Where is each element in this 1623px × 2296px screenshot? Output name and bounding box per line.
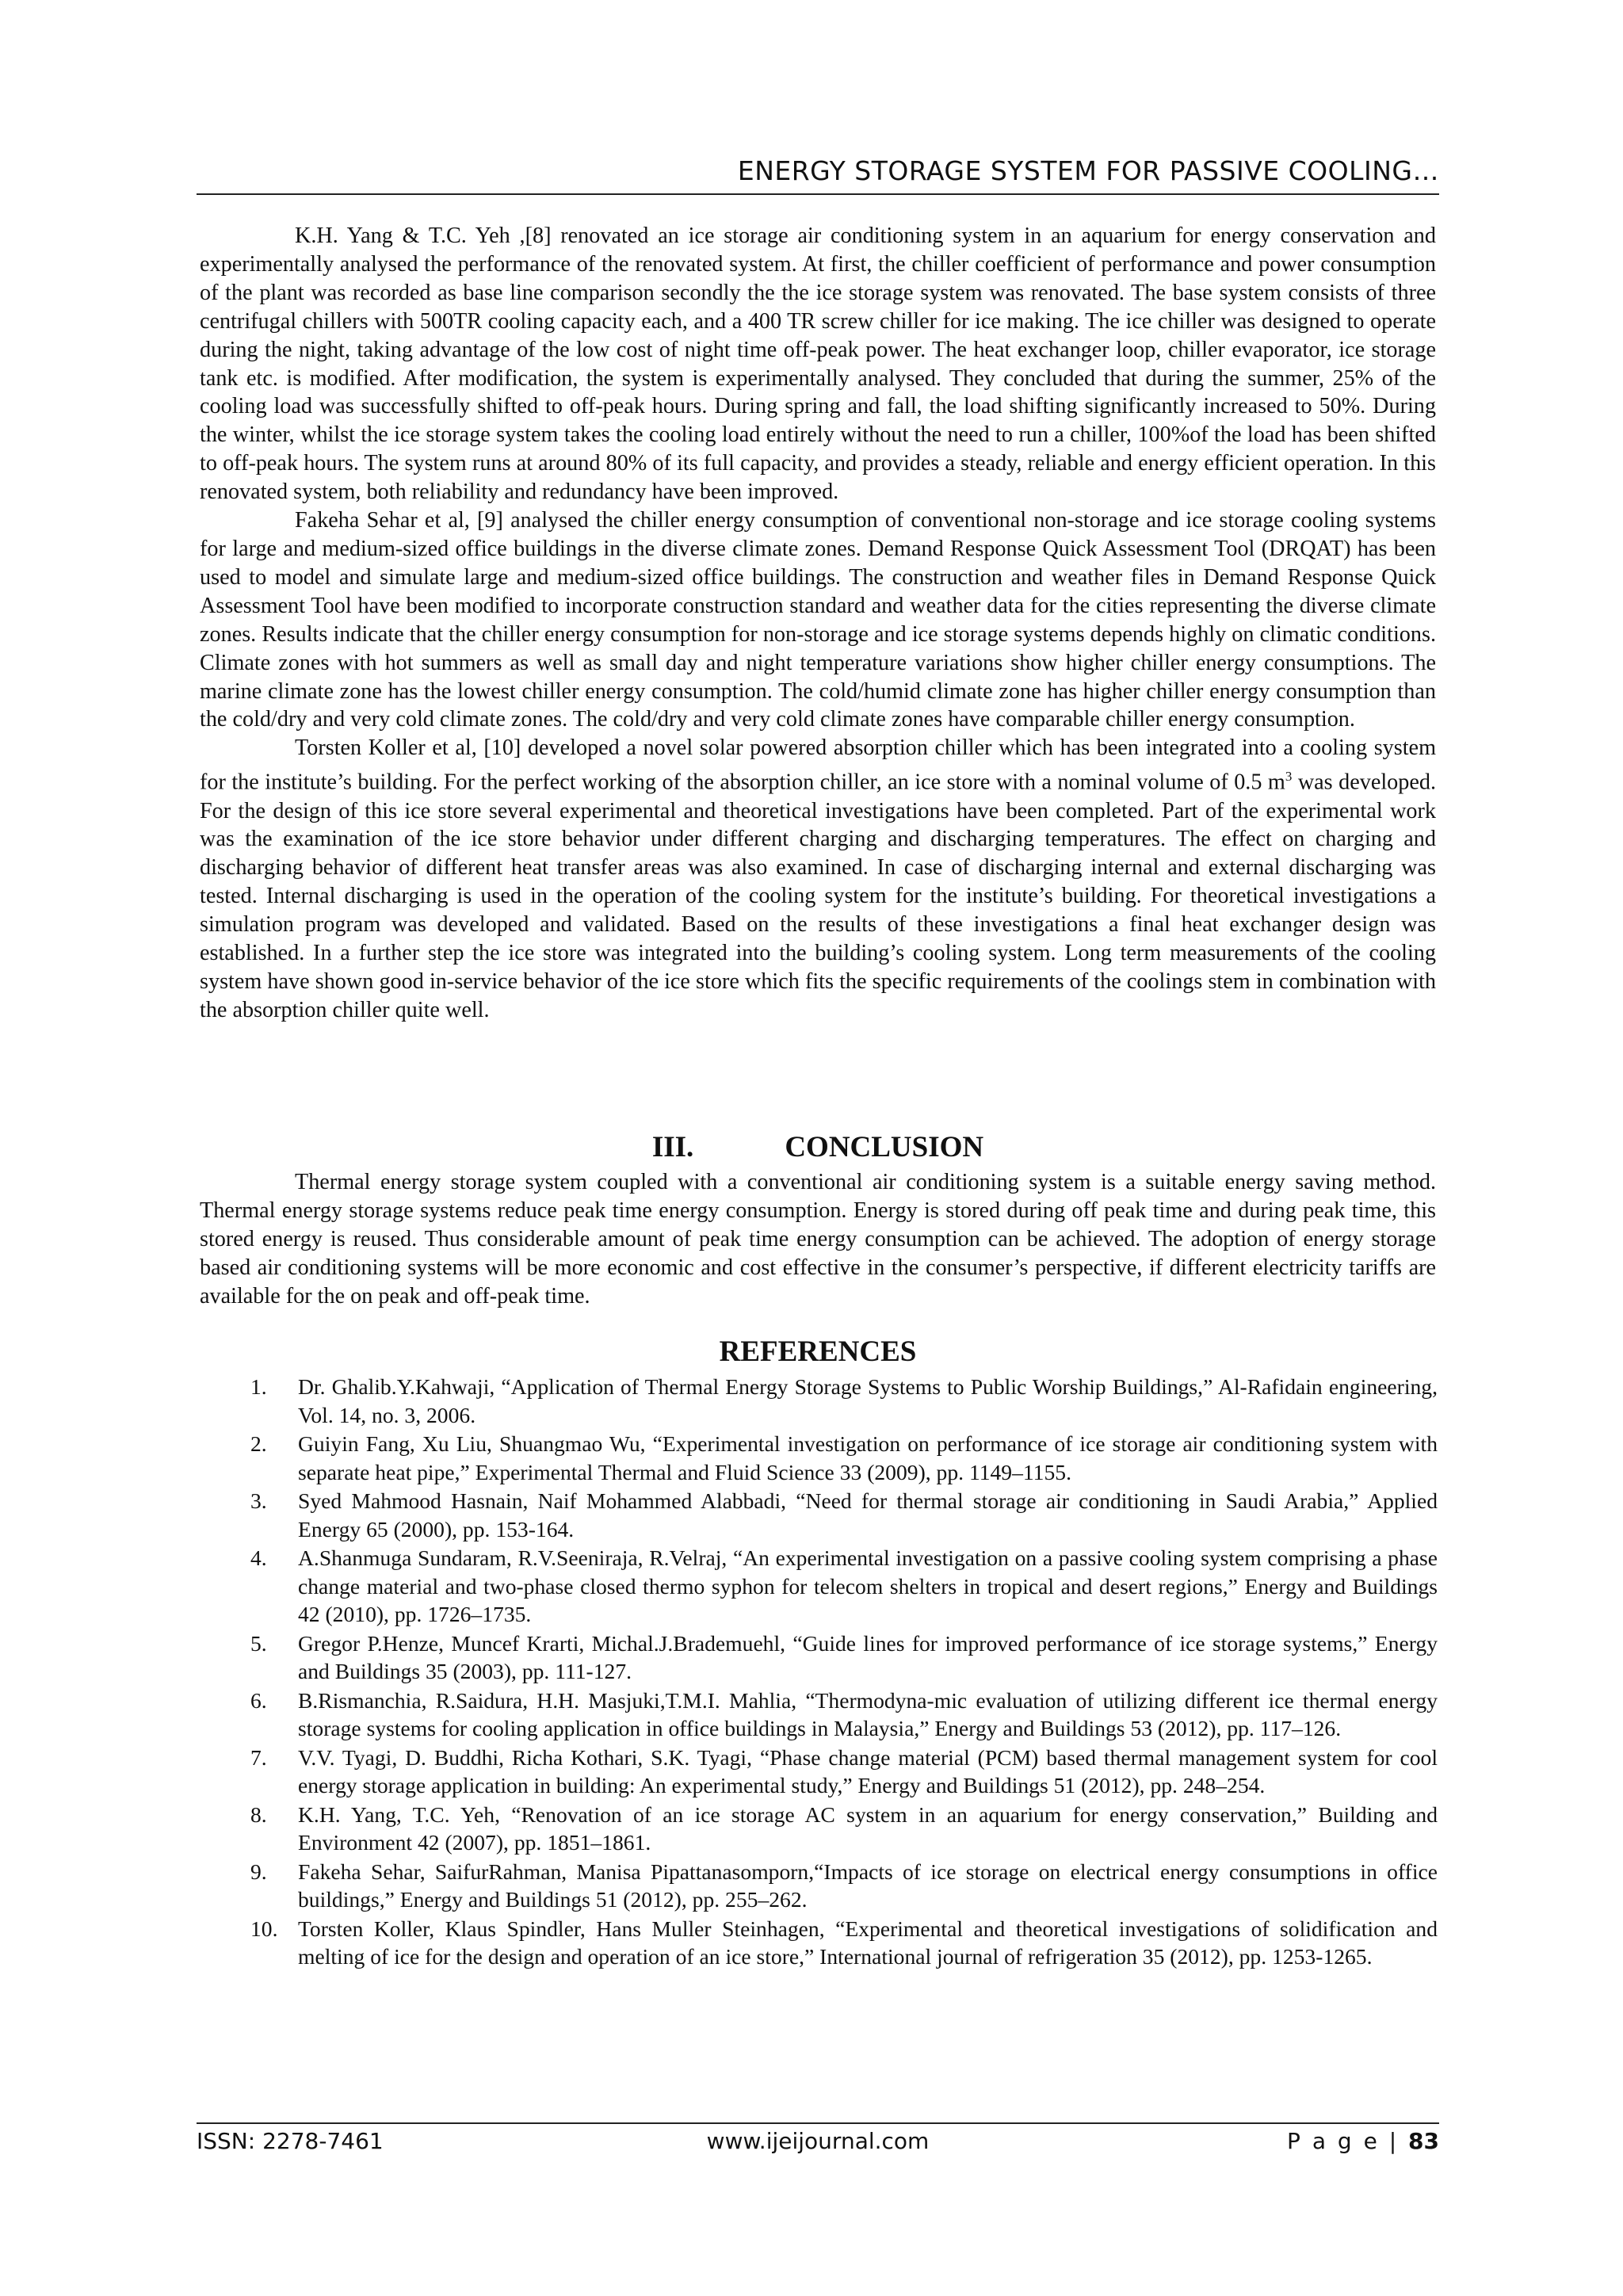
reference-item xyxy=(200,1858,1438,1914)
footer-rule xyxy=(197,2122,1439,2124)
page-label: P a g e | xyxy=(1287,2128,1400,2154)
reference-text: K.H. Yang, T.C. Yeh, “Renovation of an ice storage AC system in an aquarium for energy conservation,” Building and Environment 42 (2007), pp. 1851–1861. xyxy=(298,1801,1438,1855)
reference-list xyxy=(200,1373,1438,1972)
reference-item xyxy=(200,1801,1438,1857)
reference-item xyxy=(200,1544,1438,1629)
reference-number xyxy=(200,1744,298,1800)
paragraph: K.H. Yang & T.C. Yeh ,[8] renovated an ice storage air conditioning system in an aquarium for energy conservation and experimentally analysed the performance of the renovated system. At first, the chiller coefficient of performance and power consumption of the plant was recorded as base line comparison secondly the the ice storage system was renovated. The base system consists of three centrifugal chillers with 500TR cooling capacity each, and a 400 TR screw chiller for ice making. The ice chiller was designed to operate during the night, taking advantage of the low cost of night time off-peak power. The heat exchanger loop, chiller evaporator, ice storage tank etc. is modified. After modification, the system is experimentally analysed. They concluded that during the summer, 25% of the cooling load was successfully shifted to off-peak hours. During spring and fall, the load shifting significantly increased to 50%. During the winter, whilst the ice storage system takes the cooling load entirely without the need to run a chiller, 100%of the load has been shifted to off-peak hours. The system runs at around 80% of its full capacity, and provides a steady, reliable and energy efficient operation. In this renovated system, both reliability and redundancy have been improved. xyxy=(200,223,1436,505)
running-header: ENERGY STORAGE SYSTEM FOR PASSIVE COOLING… xyxy=(737,155,1439,186)
section-heading-conclusion xyxy=(200,1130,1436,1164)
reference-item xyxy=(200,1430,1438,1486)
paragraph: Fakeha Sehar et al, [9] analysed the chiller energy consumption of conventional non-storage and ice storage cooling systems for large and medium-sized office buildings in the diverse climate zones. Demand Response Quick Assessment Tool (DRQAT) has been used to model and simulate large and medium-sized office buildings. The construction and weather files in Demand Response Quick Assessment Tool have been modified to incorporate construction standard and weather data for the cities representing the diverse climate zones. Results indicate that the chiller energy consumption for non-storage and ice storage systems depends highly on climatic conditions. Climate zones with hot summers as well as small day and night temperature variations show higher chiller energy consumptions. The marine climate zone has the lowest chiller energy consumption. The cold/humid climate zone has higher chiller energy consumption than the cold/dry and very cold climate zones. The cold/dry and very cold climate zones have comparable chiller energy consumption. xyxy=(200,508,1436,732)
header-rule xyxy=(197,193,1439,195)
reference-item xyxy=(200,1915,1438,1971)
reference-text: Fakeha Sehar, SaifurRahman, Manisa Pipattanasomporn,“Impacts of ice storage on electrical energy consumptions in office buildings,” Energy and Buildings 51 (2012), pp. 255–262. xyxy=(298,1859,1438,1912)
page-number-value: 83 xyxy=(1408,2128,1439,2154)
reference-text: V.V. Tyagi, D. Buddhi, Richa Kothari, S.K. Tyagi, “Phase change material (PCM) based thermal management system for cool energy storage application in building: An experimental study,” Energy and Buildings 51 (2012), pp. 248–254. xyxy=(298,1744,1438,1797)
reference-number-text: 8. xyxy=(250,1801,267,1827)
reference-number xyxy=(200,1801,298,1857)
section-number: III. xyxy=(651,1131,694,1163)
reference-text: Gregor P.Henze, Muncef Krarti, Michal.J.Brademuehl, “Guide lines for improved performance of ice storage systems,” Energy and Buildings 35 (2003), pp. 111-127. xyxy=(298,1630,1438,1683)
journal-website: www.ijeijournal.com xyxy=(706,2128,930,2154)
reference-item xyxy=(200,1744,1438,1800)
reference-number xyxy=(200,1687,298,1743)
reference-item xyxy=(200,1373,1438,1429)
reference-number-text: 4. xyxy=(250,1545,267,1570)
paragraph xyxy=(200,734,1436,1024)
reference-number xyxy=(200,1373,298,1429)
reference-number xyxy=(200,1430,298,1486)
reference-item xyxy=(200,1687,1438,1743)
reference-text: Torsten Koller, Klaus Spindler, Hans Muller Steinhagen, “Experimental and theoretical investigations of solidification and melting of ice for the design and operation of an ice store,” International journal of refrigeration 35 (2012), pp. 1253-1265. xyxy=(298,1916,1438,1969)
reference-number-text: 1. xyxy=(250,1374,267,1399)
reference-number xyxy=(200,1544,298,1629)
paragraph-text: Torsten Koller et al, [10] developed a novel solar powered absorption chiller which has been integrated into a cooling system for the institute’s building. For the perfect working of the absorption chiller, an ice store with a nominal volume of 0.5 m xyxy=(200,735,1436,795)
reference-number-text: 5. xyxy=(250,1630,267,1656)
reference-number-text: 6. xyxy=(250,1687,267,1713)
reference-item xyxy=(200,1629,1438,1686)
reference-number-text: 9. xyxy=(250,1859,267,1884)
reference-number xyxy=(200,1487,298,1543)
reference-number-text: 2. xyxy=(250,1431,267,1456)
paragraph-text: was developed. For the design of this ice store several experimental and theoretical investigations have been completed. Part of the experimental work was the examination of the ice store behavior under different charging and discharging temperatures. The effect on charging and discharging behavior of different heat transfer areas was also examined. In case of discharging internal and external discharging was tested. Internal discharging is used in the operation of the cooling system for the institute’s building. For theoretical investigations a simulation program was developed and validated. Based on the results of these investigations a final heat exchanger design was established. In a further step the ice store was integrated into the building’s cooling system. Long term measurements of the cooling system have shown good in-service behavior of the ice store which fits the specific requirements of the coolings stem in combination with the absorption chiller quite well. xyxy=(200,770,1436,1022)
reference-number-text: 3. xyxy=(250,1488,267,1513)
reference-text: Guiyin Fang, Xu Liu, Shuangmao Wu, “Experimental investigation on performance of ice storage air conditioning system with separate heat pipe,” Experimental Thermal and Fluid Science 33 (2009), pp. 1149–1155. xyxy=(298,1431,1438,1484)
reference-number-text: 10. xyxy=(250,1916,278,1941)
reference-text: B.Rismanchia, R.Saidura, H.H. Masjuki,T.M.I. Mahlia, “Thermodyna-mic evaluation of utilizing different ice thermal energy storage systems for cooling application in office buildings in Malaysia,” Energy and Buildings 53 (2012), pp. 117–126. xyxy=(298,1687,1438,1740)
body-text xyxy=(200,222,1436,1025)
reference-text: Dr. Ghalib.Y.Kahwaji, “Application of Thermal Energy Storage Systems to Public Worship Buildings,” Al-Rafidain engineering, Vol. 14, no. 3, 2006. xyxy=(298,1374,1438,1427)
reference-text: Syed Mahmood Hasnain, Naif Mohammed Alabbadi, “Need for thermal storage air conditioning in Saudi Arabia,” Applied Energy 65 (2000), pp. 153-164. xyxy=(298,1488,1438,1541)
page-number xyxy=(1287,2128,1439,2154)
reference-item xyxy=(200,1487,1438,1543)
issn: ISSN: 2278-7461 xyxy=(197,2128,384,2154)
reference-text: A.Shanmuga Sundaram, R.V.Seeniraja, R.Velraj, “An experimental investigation on a passive cooling system comprising a phase change material and two-phase closed thermo syphon for telecom shelters in tropical and desert regions,” Energy and Buildings 42 (2010), pp. 1726–1735. xyxy=(298,1545,1438,1626)
paragraph: Thermal energy storage system coupled with a conventional air conditioning system is a suitable energy saving method. Thermal energy storage systems reduce peak time energy consumption. Energy is stored during off peak time and during peak time, this stored energy is reused. Thus considerable amount of peak time energy consumption can be achieved. The adoption of energy storage based air conditioning systems will be more economic and cost effective in the consumer’s perspective, if different electricity tariffs are available for the on peak and off-peak time. xyxy=(200,1170,1436,1308)
reference-number-text: 7. xyxy=(250,1744,267,1770)
reference-number xyxy=(200,1915,298,1971)
reference-number xyxy=(200,1858,298,1914)
page-footer xyxy=(197,2128,1439,2160)
conclusion-text xyxy=(200,1168,1436,1311)
reference-number xyxy=(200,1629,298,1686)
references-heading: REFERENCES xyxy=(719,1335,917,1368)
superscript: 3 xyxy=(1285,769,1293,785)
section-title: CONCLUSION xyxy=(785,1131,984,1163)
